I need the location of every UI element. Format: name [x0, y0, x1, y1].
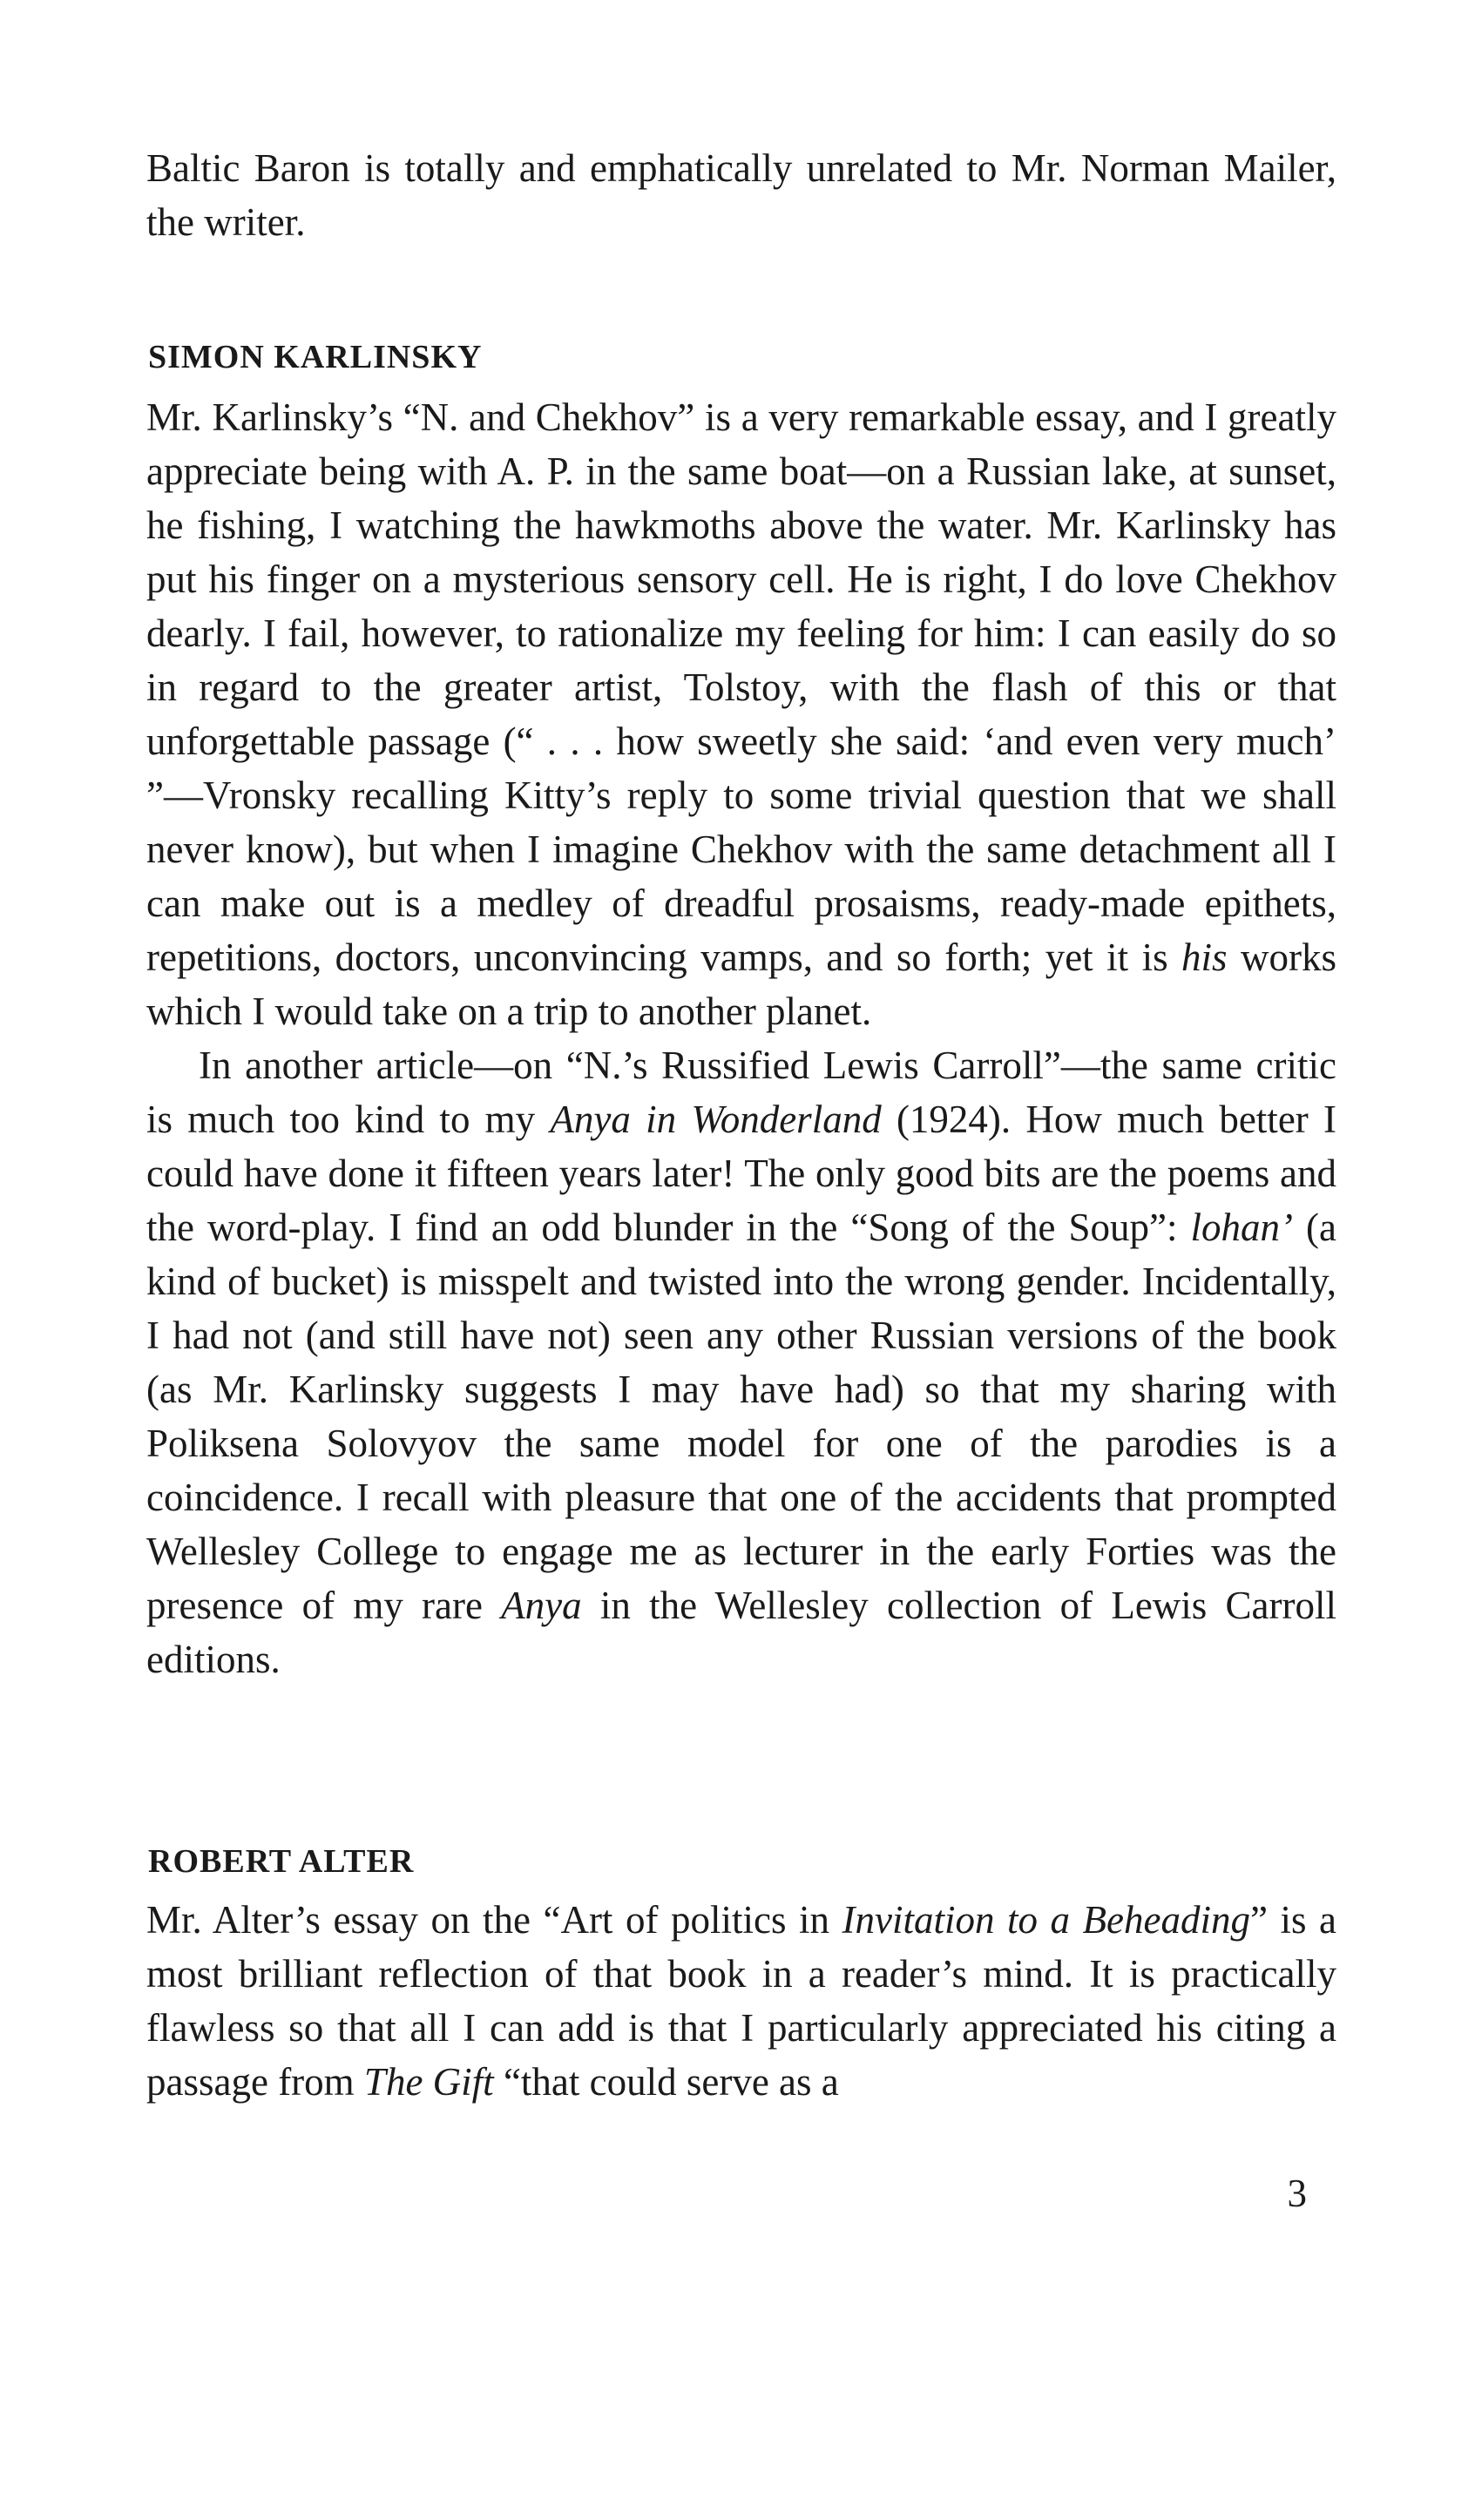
text-run: Mr. Alter’s essay on the “Art of politics in [146, 1898, 842, 1942]
section-heading-alter: ROBERT ALTER [148, 1843, 415, 1880]
text-run: ” is a most brilliant reflection of that book in a reader’s mind. It is practically flawless so that all I can add is that I particularly appreciated his citing a passage from [146, 1898, 1336, 2104]
text-run: works which I would take on a trip to another planet. [146, 936, 1337, 1033]
section-body-karlinsky [146, 390, 1336, 1686]
text-run: In another article—on “N.’s Russified Lewis Carroll”—the same critic is much too kind to my [146, 1044, 1336, 1141]
page-number: 3 [1287, 2172, 1307, 2215]
italic-run: lohan’ [1190, 1206, 1293, 1249]
italic-run: his [1181, 936, 1228, 979]
italic-run: Anya in Wonderland [550, 1098, 882, 1141]
italic-run: The Gift [363, 2060, 494, 2104]
text-run: “that could serve as a [493, 2060, 839, 2104]
text-run: (1924). How much better I could have done it fifteen years later! The only good bits are the poems and the word-play. I find an odd blunder in the “Song of the Soup”: [146, 1098, 1336, 1249]
alter-paragraph-1 [146, 1893, 1336, 2109]
section-body-alter [146, 1893, 1336, 2109]
text-run: Mr. Karlinsky’s “N. and Chekhov” is a very remarkable essay, and I greatly appreciate being with A. P. in the same boat—on a Russian lake, at sunset, he fishing, I watching the hawkmoths above the water. Mr. Karlinsky has put his finger on a mysterious sensory cell. He is right, I do love Chekhov dearly. I fail, however, to rationalize my feeling for him: I can easily do so in regard to the greater artist, Tolstoy, with the flash of this or that unforgettable passage (“ . . . how sweetly she said: ‘and even very much’ ”—Vronsky recalling Kitty’s reply to some trivial question that we shall never know), but when I imagine Chekhov with the same detachment all I can make out is a medley of dreadful prosaisms, ready-made epithets, repetitions, doctors, unconvincing vamps, and so forth; yet it is [146, 395, 1336, 979]
section-heading-karlinsky: SIMON KARLINSKY [148, 339, 483, 375]
lead-paragraph [146, 141, 1336, 249]
text-run: in the Wellesley collection of Lewis Carroll editions. [146, 1584, 1336, 1681]
italic-run: Invitation to a Beheading [842, 1898, 1250, 1942]
italic-run: Anya [501, 1584, 582, 1627]
karlinsky-paragraph-1 [146, 390, 1336, 1038]
karlinsky-paragraph-2 [146, 1038, 1336, 1686]
lead-text: Baltic Baron is totally and emphatically unrelated to Mr. Norman Mailer, the writer. [146, 146, 1336, 244]
text-run: (a kind of bucket) is misspelt and twisted into the wrong gender. Incidentally, I had not (and still have not) seen any other Russian versions of the book (as Mr. Karlinsky suggests I may have had) so that my sharing with Poliksena Solovyov the same model for one of the parodies is a coincidence. I recall with pleasure that one of the accidents that prompted Wellesley College to engage me as lecturer in the early Forties was the presence of my rare [146, 1206, 1336, 1627]
